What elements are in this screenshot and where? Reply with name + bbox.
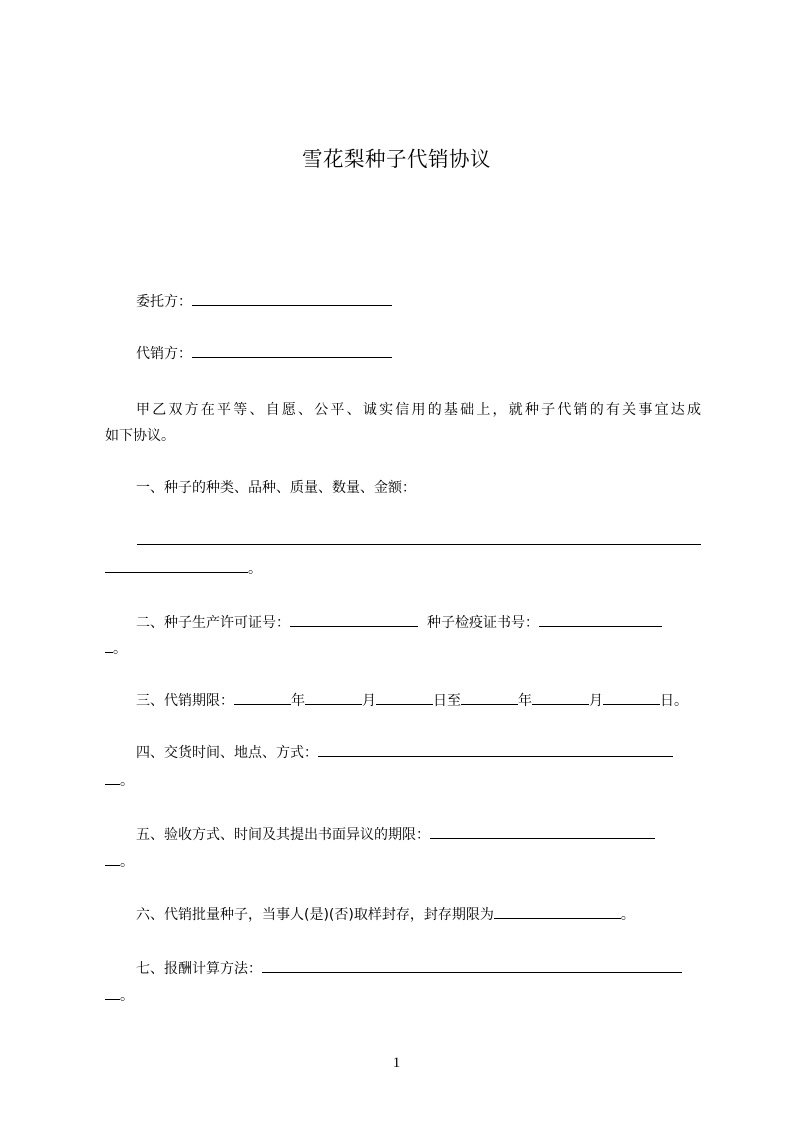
year-label-2: 年 xyxy=(518,693,532,709)
delivery-blank-cont[interactable] xyxy=(105,770,120,785)
day-to-label: 日至 xyxy=(433,693,461,709)
clause-3-line xyxy=(136,690,701,711)
delivery-blank[interactable] xyxy=(318,742,673,757)
acceptance-blank-cont[interactable] xyxy=(105,851,120,866)
clause-1-heading: 一、种子的种类、品种、质量、数量、金额： xyxy=(136,480,416,496)
clause-2-quarantine-label: 种子检疫证书号： xyxy=(427,615,539,631)
end-day-blank[interactable] xyxy=(603,690,660,705)
start-month-blank[interactable] xyxy=(305,690,362,705)
agent-label: 代销方： xyxy=(136,346,192,362)
quarantine-cert-blank-cont[interactable] xyxy=(105,638,113,653)
sealing-period-blank[interactable] xyxy=(494,904,621,919)
clause-1-line-2 xyxy=(105,558,701,579)
principal-blank[interactable] xyxy=(192,291,392,306)
start-year-blank[interactable] xyxy=(234,690,291,705)
clause-5-period: 。 xyxy=(120,854,134,870)
clause-5-label: 五、验收方式、时间及其提出书面异议的期限： xyxy=(136,827,430,843)
clause-1-blank-line-2[interactable] xyxy=(105,558,248,573)
agent-line xyxy=(136,343,701,364)
day-end-label: 日。 xyxy=(660,693,688,709)
clause-6-line xyxy=(136,904,701,925)
agent-blank[interactable] xyxy=(192,343,392,358)
clause-4-period: 。 xyxy=(120,773,134,789)
clause-1-period: 。 xyxy=(248,561,262,577)
clause-1-blank-line-1[interactable] xyxy=(137,544,701,545)
clause-5-line xyxy=(136,824,701,845)
start-day-blank[interactable] xyxy=(376,690,433,705)
preamble-line-1: 甲乙双方在平等、自愿、公平、诚实信用的基础上，就种子代销的有关事宜达成 xyxy=(136,402,701,418)
production-license-blank[interactable] xyxy=(290,612,418,627)
clause-3-label: 三、代销期限： xyxy=(136,693,234,709)
end-year-blank[interactable] xyxy=(461,690,518,705)
clause-6-label: 六、代销批量种子，当事人(是)(否)取样封存，封存期限为 xyxy=(136,907,494,923)
clause-5-line-2 xyxy=(105,851,701,872)
clause-2-period: 。 xyxy=(113,641,127,657)
clause-6-period: 。 xyxy=(620,907,635,923)
clause-7-line-2 xyxy=(105,985,701,1006)
clause-2-line xyxy=(136,612,701,633)
month-label-2: 月 xyxy=(589,693,603,709)
quarantine-cert-blank[interactable] xyxy=(539,612,662,627)
remuneration-blank[interactable] xyxy=(262,958,682,973)
clause-2-line-2 xyxy=(105,638,701,659)
clause-4-line xyxy=(136,742,701,763)
clause-4-label: 四、交货时间、地点、方式： xyxy=(136,745,318,761)
acceptance-blank[interactable] xyxy=(430,824,655,839)
preamble-line-2: 如下协议。 xyxy=(105,428,175,444)
month-label: 月 xyxy=(362,693,376,709)
clause-7-line xyxy=(136,958,701,979)
remuneration-blank-cont[interactable] xyxy=(105,985,120,1000)
clause-4-line-2 xyxy=(105,770,701,791)
page-number: 1 xyxy=(392,1055,401,1071)
document-title: 雪花梨种子代销协议 xyxy=(302,147,491,171)
clause-7-period: 。 xyxy=(120,988,134,1004)
principal-line xyxy=(136,291,701,312)
principal-label: 委托方： xyxy=(136,294,192,310)
end-month-blank[interactable] xyxy=(532,690,589,705)
year-label: 年 xyxy=(291,693,305,709)
clause-2-label: 二、种子生产许可证号： xyxy=(136,615,290,631)
clause-7-label: 七、报酬计算方法： xyxy=(136,961,262,977)
